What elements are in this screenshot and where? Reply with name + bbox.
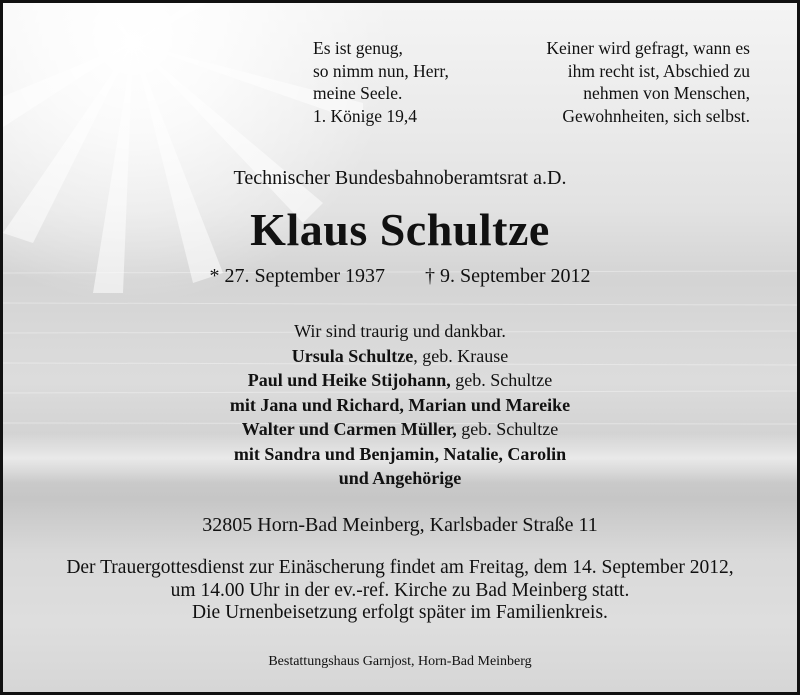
quote-verse — [546, 37, 750, 127]
verse-line: Es ist genug, — [313, 38, 403, 58]
verse-reference: 1. Könige 19,4 — [313, 105, 418, 126]
service-line: Die Urnenbeisetzung erfolgt später im Familienkreis. — [192, 602, 608, 623]
deceased-name: Klaus Schultze — [250, 204, 550, 255]
mourner-line: Ursula Schultze, geb. Krause — [291, 345, 509, 366]
quote-line: ihm recht ist, Abschied zu — [567, 60, 750, 81]
verse-line: so nimm nun, Herr, — [313, 60, 449, 81]
mourner-line: mit Sandra und Benjamin, Natalie, Carolin — [233, 443, 567, 464]
quote-line: Keiner wird gefragt, wann es — [546, 38, 750, 58]
mourner-line: und Angehörige — [338, 468, 462, 488]
bible-verse — [313, 37, 449, 127]
life-dates — [3, 265, 797, 288]
service-line: um 14.00 Uhr in der ev.-ref. Kirche zu Bad Meinberg statt. — [170, 579, 630, 601]
service-line: Der Trauergottesdienst zur Einäscherung findet am Freitag, dem 14. September 2012, — [66, 557, 734, 578]
verse-line: meine Seele. — [313, 83, 403, 103]
funeral-home: Bestattungshaus Garnjost, Horn-Bad Meinberg — [268, 654, 532, 669]
death-date: † 9. September 2012 — [425, 265, 591, 287]
mourner-line: mit Jana und Richard, Marian und Mareike — [229, 394, 571, 415]
quote-line: nehmen von Menschen, — [583, 83, 750, 103]
funeral-service-info — [3, 557, 797, 625]
birth-date: * 27. September 1937 — [209, 265, 385, 287]
deceased-title: Technischer Bundesbahnoberamtsrat a.D. — [233, 167, 567, 189]
mourner-line: Walter und Carmen Müller, geb. Schultze — [241, 419, 559, 439]
mourners-intro: Wir sind traurig und dankbar. — [294, 321, 506, 341]
address: 32805 Horn-Bad Meinberg, Karlsbader Straße 11 — [202, 514, 598, 536]
mourner-line: Paul und Heike Stijohann, geb. Schultze — [247, 370, 553, 390]
quote-line: Gewohnheiten, sich selbst. — [562, 105, 750, 126]
mourners-list — [3, 319, 797, 491]
